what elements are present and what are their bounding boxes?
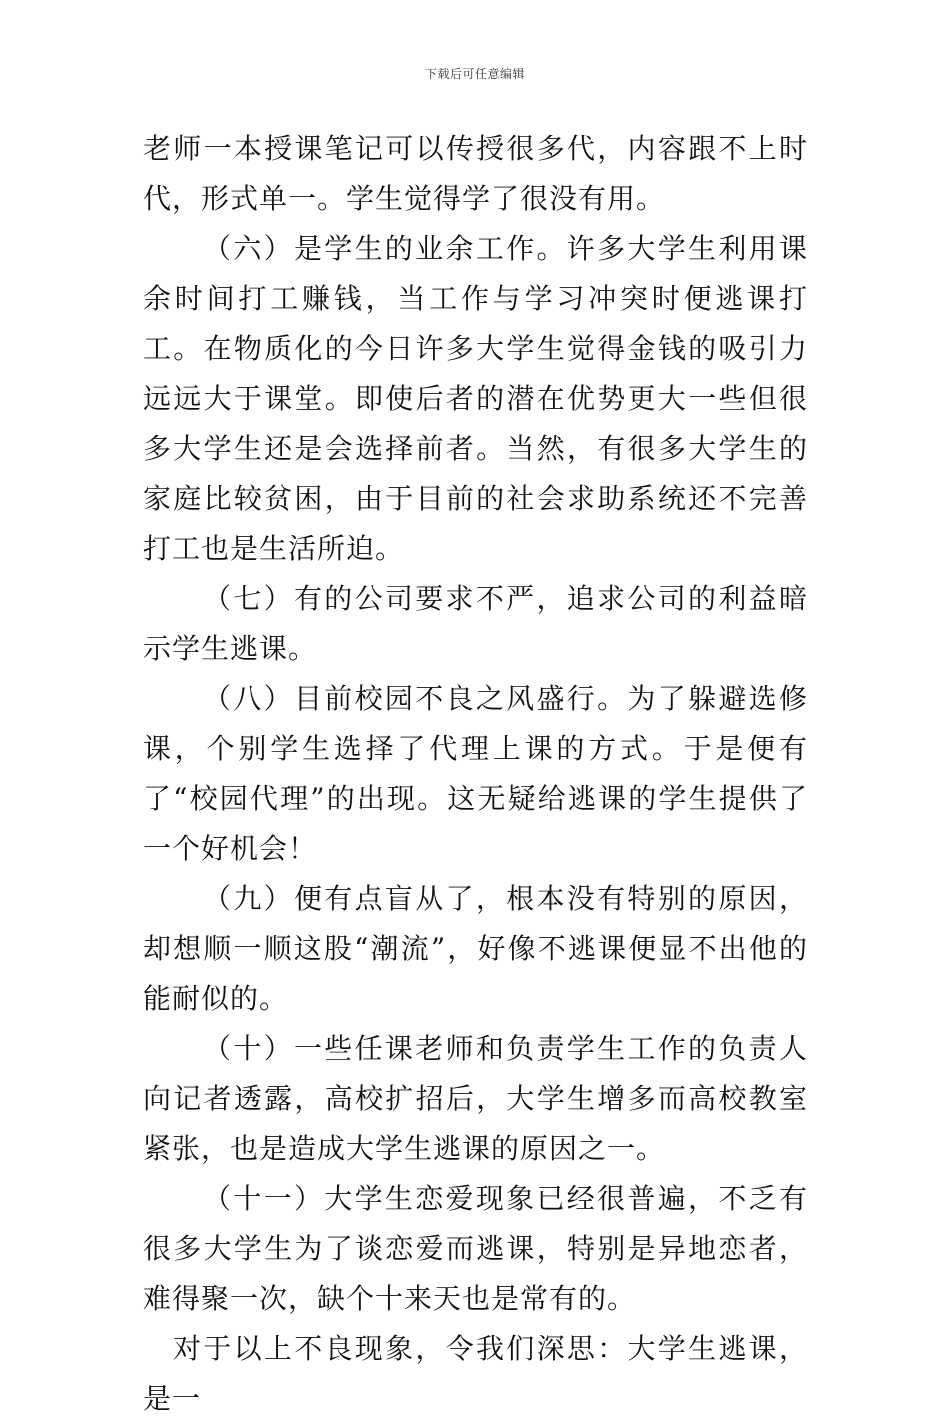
document-body [143,124,808,1424]
paragraph-item-10: （十）一些任课老师和负责学生工作的负责人向记者透露，高校扩招后，大学生增多而高校教室紧张，也是造成大学生逃课的原因之一。 [143,1032,808,1165]
paragraph-item-11: （十一）大学生恋爱现象已经很普遍，不乏有很多大学生为了谈恋爱而逃课，特别是异地恋者，难得聚一次，缺个十来天也是常有的。 [143,1182,808,1315]
paragraph-item-7: （七）有的公司要求不严，追求公司的利益暗示学生逃课。 [143,582,808,665]
paragraph-continuation: 老师一本授课笔记可以传授很多代，内容跟不上时代，形式单一。学生觉得学了很没有用。 [143,132,808,215]
paragraph-conclusion: 对于以上不良现象，令我们深思：大学生逃课，是一 [143,1332,808,1415]
page-header: 下载后可任意编辑 [424,67,525,81]
paragraph-item-8: （八）目前校园不良之风盛行。为了躲避选修课，个别学生选择了代理上课的方式。于是便有了“校园代理”的出现。这无疑给逃课的学生提供了一个好机会！ [143,682,808,865]
paragraph-item-9: （九）便有点盲从了，根本没有特别的原因，却想顺一顺这股“潮流”，好像不逃课便显不出他的能耐似的。 [143,882,808,1015]
paragraph-item-6: （六）是学生的业余工作。许多大学生利用课余时间打工赚钱，当工作与学习冲突时便逃课打工。在物质化的今日许多大学生觉得金钱的吸引力远远大于课堂。即使后者的潜在优势更大一些但很多大学生还是会选择前者。当然，有很多大学生的家庭比较贫困，由于目前的社会求助系统还不完善打工也是生活所迫。 [143,232,808,565]
